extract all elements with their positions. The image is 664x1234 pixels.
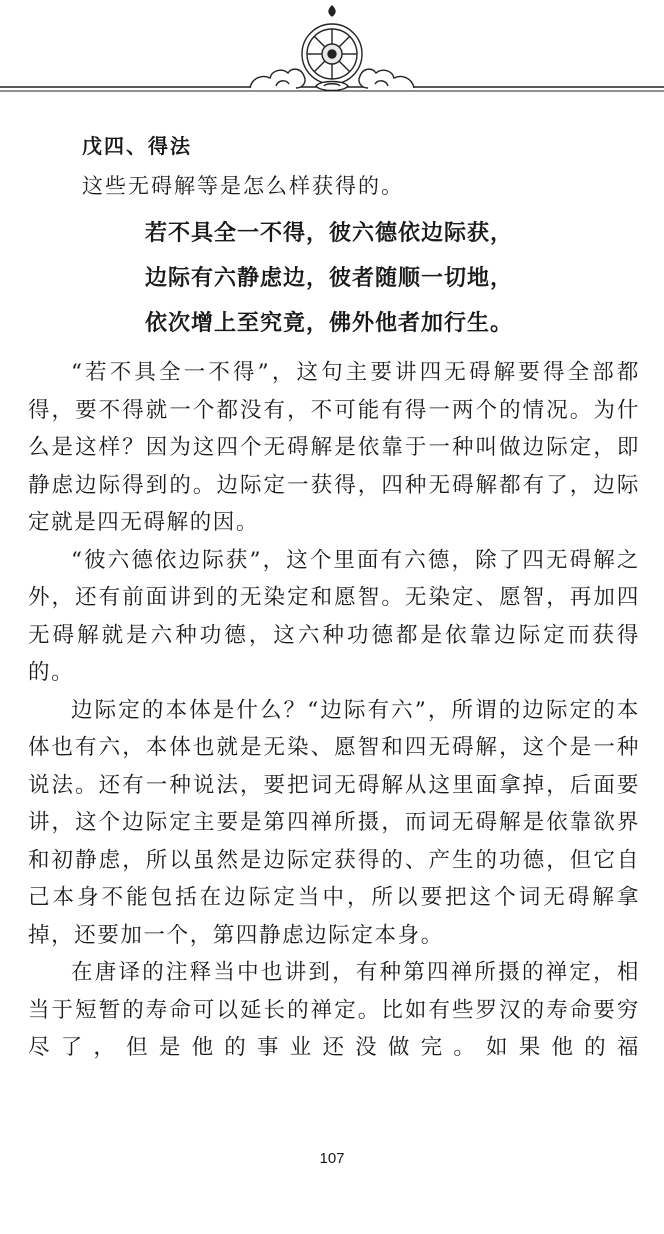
paragraph: “彼六德依边际获”，这个里面有六德，除了四无碍解之外，还有前面讲到的无染定和愿智。无染定、愿智，再加四无碍解就是六种功德，这六种功德都是依靠边际定而获得的。 [28,547,640,685]
paragraph: 在唐译的注释当中也讲到，有种第四禅所摄的禅定，相当于短暂的寿命可以延长的禅定。比如有些罗汉的寿命要穷尽了，但是他的事业还没做完。如果他的福 [28,960,640,1060]
verse-line: 若不具全一不得，彼六德依边际获， [145,221,514,246]
dharma-wheel-icon [302,6,362,91]
body-text [28,354,640,1067]
intro-sentence: 这些无碍解等是怎么样获得的。 [82,174,404,198]
cloud-scroll-right-icon [359,69,414,88]
page-number: 107 [319,1150,345,1167]
section-heading: 戊四、得法 [82,134,192,158]
paragraph: “若不具全一不得”，这句主要讲四无碍解要得全部都得，要不得就一个都没有，不可能有得一两个的情况。为什么是这样？因为这四个无碍解是依靠于一种叫做边际定，即静虑边际得到的。边际定一获得，四种无碍解都有了，边际定就是四无碍解的因。 [28,360,640,535]
verse-line: 边际有六静虑边，彼者随顺一切地， [145,266,514,291]
cloud-scroll-left-icon [250,69,305,88]
paragraph: 边际定的本体是什么？“边际有六”，所谓的边际定的本体也有六，本体也就是无染、愿智和四无碍解，这个是一种说法。还有一种说法，要把词无碍解从这里面拿掉，后面要讲，这个边际定主要是第四禅所摄，而词无碍解是依靠欲界和初静虑，所以虽然是边际定获得的、产生的功德，但它自己本身不能包括在边际定当中，所以要把这个词无碍解拿掉，还要加一个，第四静虑边际定本身。 [28,697,640,948]
header-ornament [0,0,664,110]
verse-line: 依次增上至究竟，佛外他者加行生。 [145,311,514,336]
